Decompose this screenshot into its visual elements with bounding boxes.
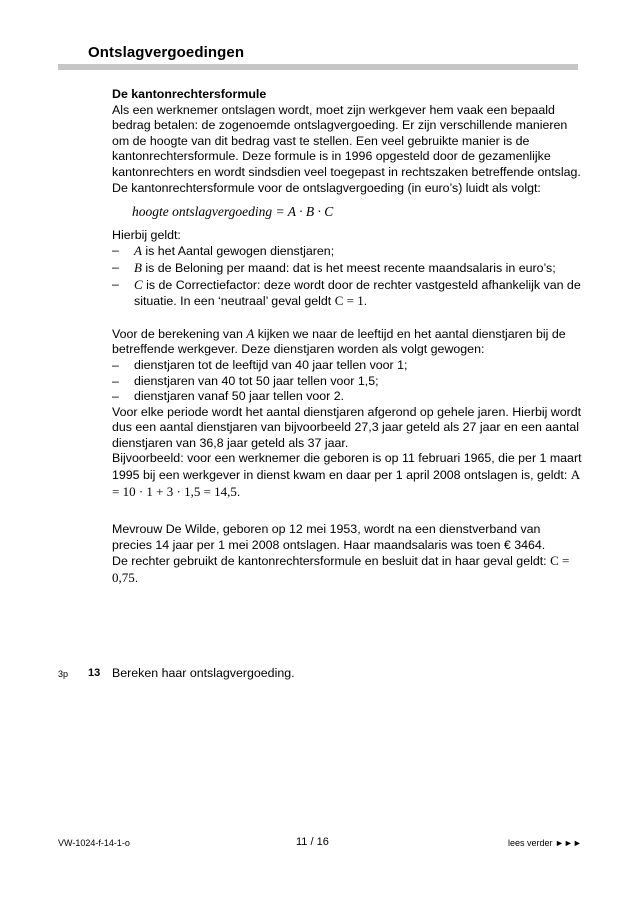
weight-item: – dienstjaren tot de leeftijd van 40 jaar tellen voor 1; (112, 358, 582, 374)
rounding-paragraph: Voor elke periode wordt het aantal dienstjaren afgerond op gehele jaren. Hierbij wordt dus een aantal dienstjaren van bijvoorbeeld 27,3 jaar geteld als 27 jaar en een aantal dienstjaren van 36,8 jaar geteld als 37 jaar. (112, 404, 582, 450)
weights-list (112, 358, 582, 405)
example-paragraph: Bijvoorbeeld: voor een werknemer die geboren is op 11 februari 1965, die per 1 maart 1995 bij een werkgever in dienst kwam en daar per 1 april 2008 ontslagen is, geldt: A = 10 · 1 + 3 · 1,5 = 14,5. (112, 451, 582, 499)
question-number: 13 (88, 667, 101, 679)
intro-paragraph: Als een werknemer ontslagen wordt, moet zijn werkgever hem vaak een bepaald bedrag betalen: de zogenoemde ontslagvergoeding. Er zijn verschillende manieren om de hoogte van dit bedrag vast te stellen. Een veel gebruikte manier is de kantonrechtersformule. Deze formule is in 1996 opgesteld door de gezamenlijke kantonrechters en wordt sindsdien veel toegepast in rechtszaken betreffende ontslag. (112, 102, 581, 179)
page-header-title: Ontslagvergoedingen (88, 44, 245, 61)
definition-item: – C is de Correctiefactor: deze wordt door de rechter vastgesteld afhankelijk van de situatie. In een ‘neutraal’ geval geldt C = 1. (112, 277, 582, 310)
footer-continue: lees verder ►►► (508, 838, 582, 848)
case-paragraph: Mevrouw De Wilde, geboren op 12 mei 1953, wordt na een dienstverband van precies 14 jaar per 1 mei 2008 ontslagen. Haar maandsalaris was toen € 3464. (112, 522, 546, 552)
question-points: 3p (58, 669, 69, 679)
where-label: Hierbij geldt: (112, 227, 181, 242)
formula: hoogte ontslagvergoeding = A · B · C (132, 204, 334, 220)
header-divider (58, 64, 578, 70)
question-text: Bereken haar ontslagvergoeding. (112, 666, 295, 680)
section-title: De kantonrechtersformule (112, 87, 267, 101)
judge-paragraph: De rechter gebruikt de kantonrechtersformule en besluit dat in haar geval geldt: C = 0,75. (112, 553, 570, 586)
definition-item: – A is het Aantal gewogen dienstjaren; (112, 243, 582, 260)
footer-exam-code: VW-1024-f-14-1-o (58, 838, 130, 848)
weight-item: – dienstjaren vanaf 50 jaar tellen voor 2. (112, 389, 582, 405)
definition-list (112, 243, 582, 309)
formula-intro: De kantonrechtersformule voor de ontslagvergoeding (in euro’s) luidt als volgt: (112, 180, 541, 195)
footer-page-number: 11 / 16 (296, 836, 329, 848)
main-content (112, 87, 582, 587)
weight-item: – dienstjaren van 40 tot 50 jaar tellen voor 1,5; (112, 374, 582, 390)
definition-item: – B is de Beloning per maand: dat is het meest recente maandsalaris in euro’s; (112, 260, 582, 277)
weighting-paragraph: Voor de berekening van A kijken we naar de leeftijd en het aantal dienstjaren bij de betreffende werkgever. Deze dienstjaren worden als volgt gewogen: (112, 325, 566, 357)
